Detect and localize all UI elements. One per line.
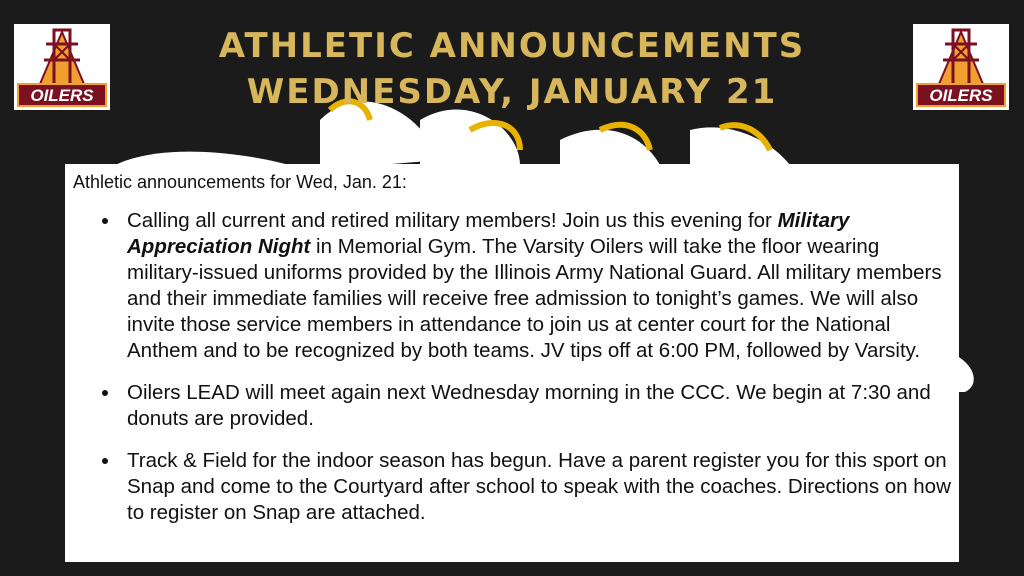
announcement-item: • Oilers LEAD will meet again next Wednesday morning in the CCC. We begin at 7:30 and donuts are provided. — [121, 380, 951, 432]
item-highlight: Military Appreciation Night — [127, 209, 850, 258]
logo-wordmark: OILERS — [929, 86, 993, 105]
title-line-2: WEDNESDAY, JANUARY 21 — [246, 72, 778, 112]
title-line-1: ATHLETIC ANNOUNCEMENTS — [218, 26, 806, 66]
oilers-logo-left — [14, 24, 110, 110]
announcement-list — [73, 208, 951, 526]
logo-wordmark: OILERS — [30, 86, 94, 105]
item-text: in Memorial Gym. The Varsity Oilers will take the floor wearing military-issued uniforms provided by the Illinois Army National Guard. All military members and their immediate families will receive free admission to tonight’s games. We will also invite those service members in attendance to join us at center court for the National Anthem and to be recognized by both teams. JV tips off at 6:00 PM, followed by Varsity. — [127, 235, 942, 362]
item-text: Calling all current and retired military members! Join us this evening for — [127, 209, 778, 232]
announcement-card — [65, 164, 959, 562]
announcement-intro: Athletic announcements for Wed, Jan. 21: — [73, 172, 407, 192]
announcement-item — [121, 208, 951, 364]
announcement-item: • Track & Field for the indoor season has begun. Have a parent register you for this sport on Snap and come to the Courtyard after school to speak with the coaches. Directions on how to register on Snap are attached. — [121, 448, 951, 526]
oilers-logo-right — [913, 24, 1009, 110]
